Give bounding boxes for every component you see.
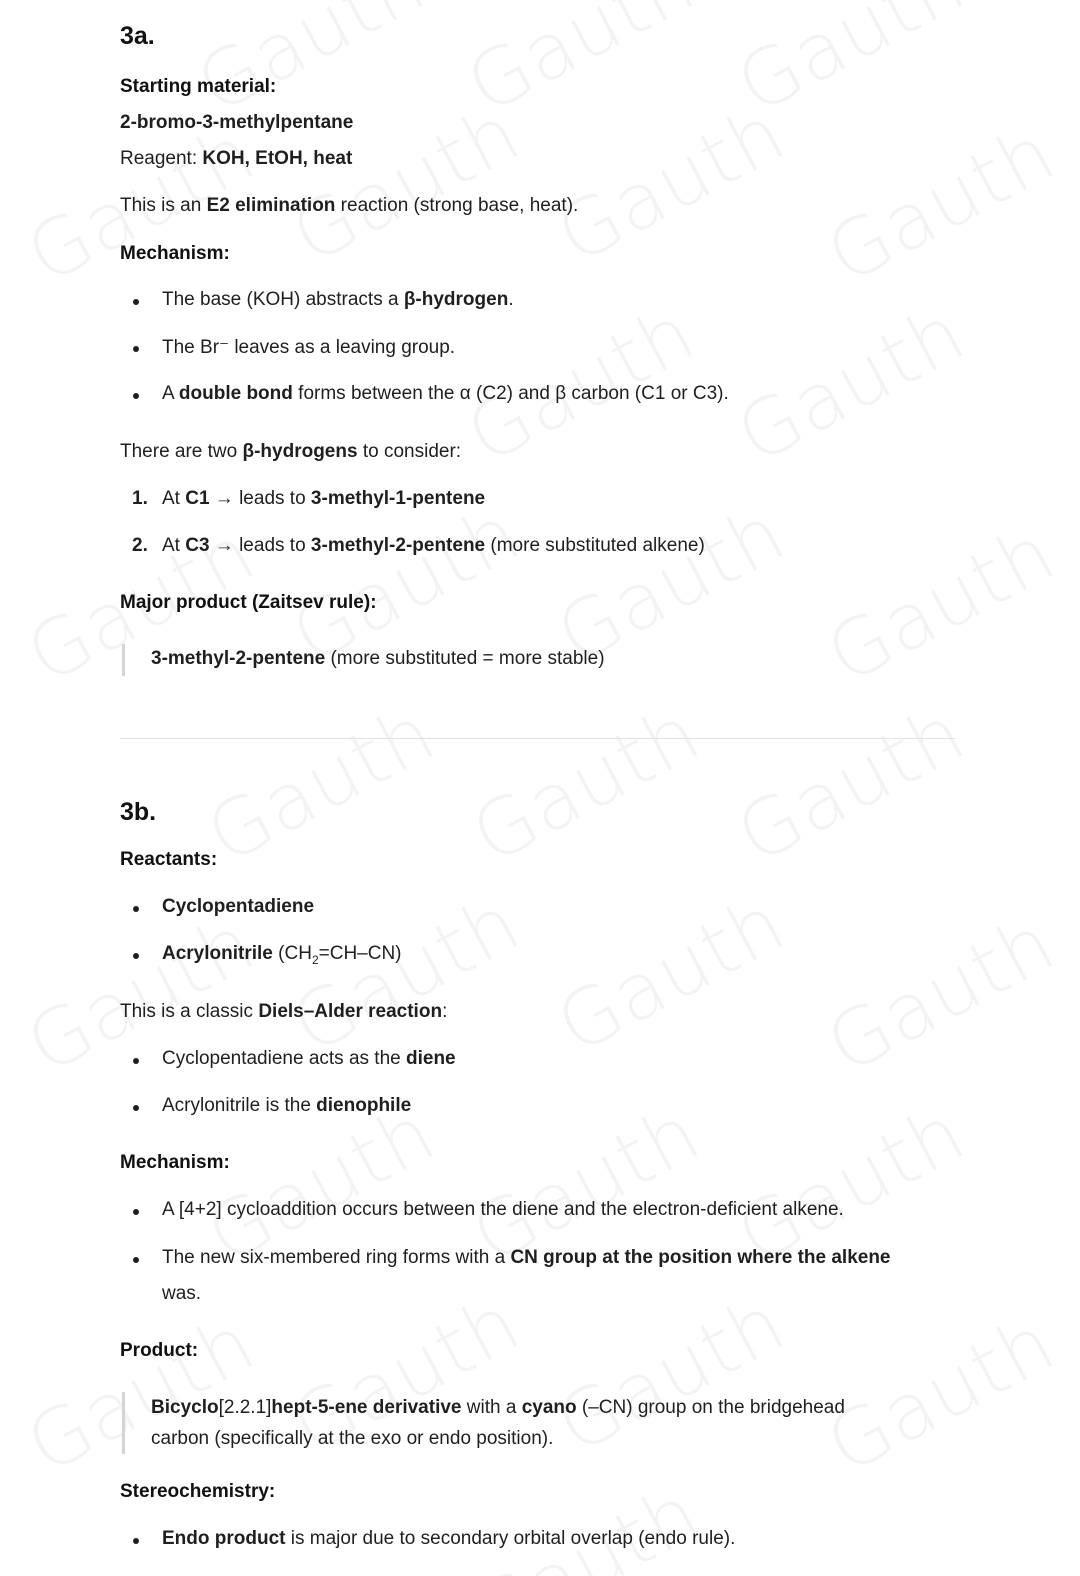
consider-prefix: There are two xyxy=(120,441,243,462)
reactant2-formula-b: =CH–CN) xyxy=(318,943,402,964)
mech3-suffix: forms between the α (C2) and β carbon (C1 or C3). xyxy=(292,383,729,404)
reaction-type-line xyxy=(120,195,578,217)
opt2-prefix: At xyxy=(162,535,186,556)
consider-suffix: to consider: xyxy=(357,441,462,462)
list-item xyxy=(162,1247,891,1269)
role1-bold: diene xyxy=(406,1048,456,1069)
classic-prefix: This is a classic xyxy=(120,1001,259,1022)
list-item: Cyclopentadiene xyxy=(162,896,315,917)
classic-suffix: : xyxy=(442,1001,448,1022)
product-line-2: carbon (specifically at the exo or endo position). xyxy=(151,1428,554,1449)
reagent-line xyxy=(120,148,352,170)
list-number: 2. xyxy=(132,535,148,556)
list-item xyxy=(132,488,486,510)
mech2-prefix: The new six-membered ring forms with a xyxy=(162,1247,511,1268)
major-product-name: 3-methyl-2-pentene xyxy=(151,648,326,669)
classic-reaction: Diels–Alder reaction xyxy=(258,1001,443,1022)
watermark xyxy=(278,878,535,1071)
role2-prefix: Acrylonitrile is the xyxy=(162,1095,317,1116)
intro-suffix: reaction (strong base, heat). xyxy=(335,195,579,216)
mech1-suffix: . xyxy=(508,289,514,310)
watermark xyxy=(723,688,980,881)
product-label: Product: xyxy=(120,1340,199,1361)
opt2-carbon: C3 xyxy=(185,535,210,556)
mech1-bold: β-hydrogen xyxy=(403,289,509,310)
watermark xyxy=(723,288,980,481)
opt1-product: 3-methyl-1-pentene xyxy=(310,488,486,509)
product-cyano: cyano xyxy=(521,1397,577,1418)
list-item xyxy=(162,943,402,967)
mechanism-label-3a: Mechanism: xyxy=(120,243,230,264)
watermark xyxy=(453,0,710,132)
opt1-prefix: At xyxy=(162,488,186,509)
product-quote xyxy=(122,1392,845,1454)
list-item-continuation: was. xyxy=(162,1283,202,1304)
opt2-suffix: (more substituted alkene) xyxy=(485,535,705,556)
watermark xyxy=(813,508,1070,701)
product-line-1 xyxy=(151,1392,845,1423)
stereo-bold: Endo product xyxy=(162,1528,286,1549)
product-derivative: hept-5-ene derivative xyxy=(271,1397,462,1418)
watermark xyxy=(543,88,800,281)
watermark xyxy=(813,1298,1070,1491)
stereo-suffix: is major due to secondary orbital overlap (endo rule). xyxy=(285,1528,736,1549)
watermark xyxy=(813,108,1070,301)
classic-line xyxy=(120,1001,447,1023)
mech3-prefix: A xyxy=(162,383,179,404)
major-product-quote xyxy=(122,644,605,676)
list-item xyxy=(162,1528,735,1550)
role1-prefix: Cyclopentadiene acts as the xyxy=(162,1048,406,1069)
list-item xyxy=(162,1048,456,1070)
mech3-bold: double bond xyxy=(178,383,293,404)
reactants-label: Reactants: xyxy=(120,849,218,870)
watermark xyxy=(458,688,715,881)
major-product-label: Major product (Zaitsev rule): xyxy=(120,592,377,613)
section-divider xyxy=(120,738,956,739)
list-item: A [4+2] cycloaddition occurs between the diene and the electron-deficient alkene. xyxy=(162,1199,844,1220)
opt1-mid: → leads to xyxy=(209,488,311,509)
watermark xyxy=(723,0,980,132)
section-3b-heading: 3b. xyxy=(120,798,157,826)
watermark xyxy=(193,688,450,881)
product-bracket: [2.2.1] xyxy=(218,1397,272,1418)
starting-material: 2-bromo-3-methylpentane xyxy=(120,112,354,133)
list-item xyxy=(162,1095,411,1117)
list-item xyxy=(132,535,705,557)
formula-subscript: 2 xyxy=(311,952,319,967)
product-suffix: (–CN) group on the bridgehead xyxy=(576,1397,845,1418)
watermark xyxy=(813,898,1070,1091)
product-bicyclo: Bicyclo xyxy=(151,1397,219,1418)
watermark xyxy=(458,1468,715,1576)
reagent-prefix: Reagent: xyxy=(120,148,203,169)
section-3a-heading: 3a. xyxy=(120,22,155,50)
mech1-prefix: The base (KOH) abstracts a xyxy=(162,289,404,310)
opt2-product: 3-methyl-2-pentene xyxy=(310,535,486,556)
mechanism-label-3b: Mechanism: xyxy=(120,1152,230,1173)
consider-bold: β-hydrogens xyxy=(242,441,358,462)
opt2-mid: → leads to xyxy=(209,535,311,556)
reactant2-formula-a: (CH xyxy=(272,943,312,964)
reaction-type: E2 elimination xyxy=(206,195,336,216)
starting-material-label: Starting material: xyxy=(120,76,277,97)
stereochemistry-label: Stereochemistry: xyxy=(120,1481,276,1502)
role2-bold: dienophile xyxy=(316,1095,412,1116)
list-item xyxy=(162,383,729,405)
major-product-note: (more substituted = more stable) xyxy=(325,648,605,669)
watermark xyxy=(543,878,800,1071)
consider-line xyxy=(120,441,461,463)
reactant2-name: Acrylonitrile xyxy=(162,943,273,964)
list-number: 1. xyxy=(132,488,148,509)
list-item xyxy=(162,289,514,311)
intro-prefix: This is an xyxy=(120,195,207,216)
list-item: The Br⁻ leaves as a leaving group. xyxy=(162,337,456,358)
product-mid: with a xyxy=(461,1397,522,1418)
opt1-carbon: C1 xyxy=(185,488,210,509)
mech2-bold: CN group at the position where the alkene xyxy=(510,1247,891,1268)
reagent-value: KOH, EtOH, heat xyxy=(202,148,353,169)
